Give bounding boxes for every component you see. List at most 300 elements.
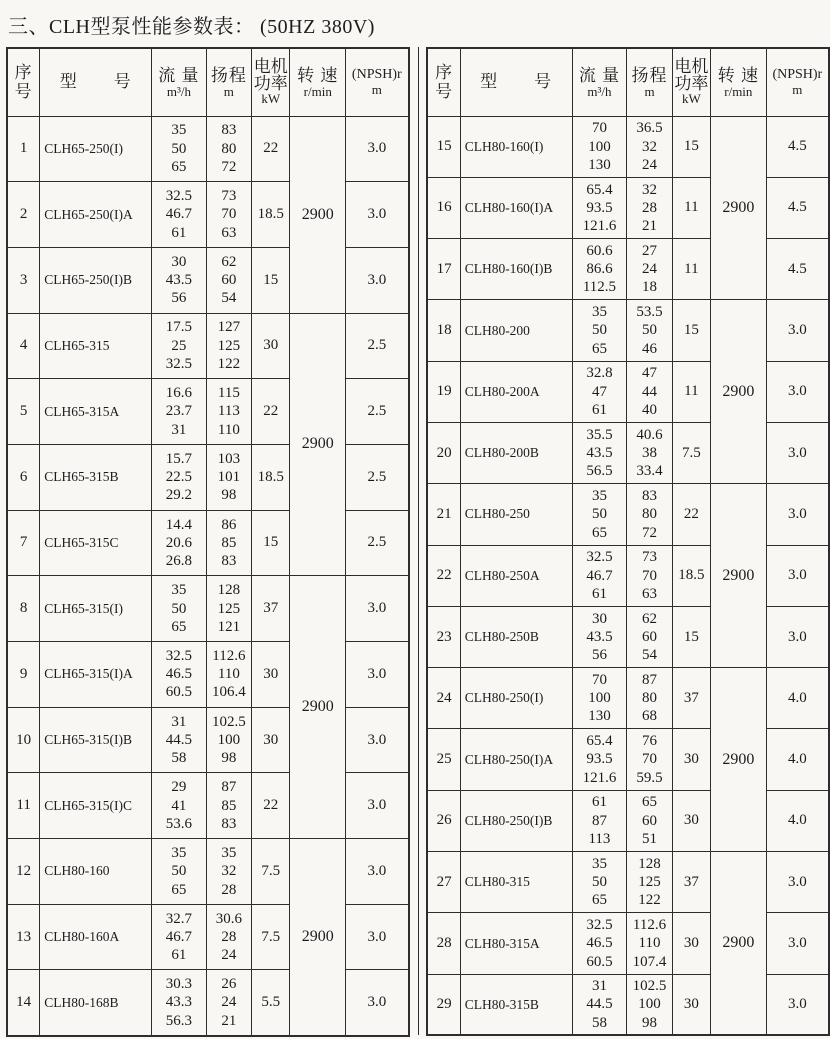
header-unit: m³/h — [587, 84, 612, 100]
value-line: 32.7 — [165, 910, 193, 927]
power-cell: 15 — [252, 510, 290, 576]
value-line: 85 — [221, 797, 237, 814]
model-cell: CLH80-250 — [460, 484, 572, 545]
column-header-model: 型 号 — [40, 48, 152, 116]
value-line: 110 — [217, 421, 240, 438]
head-cell — [206, 444, 251, 510]
model-cell: CLH80-200B — [460, 422, 572, 483]
seq-cell: 15 — [427, 116, 460, 177]
head-cell — [627, 300, 672, 361]
head-cell — [206, 773, 251, 839]
flow-cell — [152, 510, 206, 576]
model-cell: CLH65-250(I)B — [40, 247, 152, 313]
value-line: 21 — [221, 1012, 237, 1029]
flow-cell — [572, 177, 627, 238]
head-cell — [627, 422, 672, 483]
value-line: 102.5 — [211, 713, 246, 730]
column-header-speed — [711, 48, 767, 116]
power-cell: 7.5 — [672, 422, 710, 483]
flow-cell — [572, 790, 627, 851]
value-line: 65 — [591, 524, 607, 541]
value-line: 43.5 — [586, 628, 613, 645]
value-line: 50 — [171, 863, 187, 880]
value-line: 56.5 — [586, 463, 613, 480]
flow-cell — [152, 576, 206, 642]
head-cell — [627, 606, 672, 667]
column-header-head — [206, 48, 251, 116]
value-line: 76 — [642, 733, 658, 750]
speed-cell: 2900 — [711, 116, 767, 300]
header-label: 扬程 — [210, 65, 247, 85]
value-line: 24 — [221, 994, 237, 1011]
npsh-cell: 3.0 — [346, 839, 409, 905]
npsh-cell: 3.0 — [346, 970, 409, 1036]
npsh-cell: 3.0 — [346, 247, 409, 313]
value-line: 31 — [171, 713, 187, 730]
value-line: 47 — [642, 365, 658, 382]
value-line: 86 — [221, 516, 237, 533]
value-line: 86.6 — [586, 261, 613, 278]
power-cell: 30 — [252, 313, 290, 379]
seq-cell: 3 — [7, 247, 40, 313]
value-line: 83 — [642, 487, 658, 504]
value-line: 53.5 — [636, 304, 663, 321]
value-line: 61 — [171, 224, 187, 241]
value-line: 35 — [221, 844, 237, 861]
value-line: 32.5 — [586, 549, 613, 566]
header-unit: r/min — [303, 84, 332, 100]
model-cell: CLH65-315(I)B — [40, 707, 152, 773]
seq-cell: 19 — [427, 361, 460, 422]
column-header-flow — [572, 48, 627, 116]
power-cell: 30 — [252, 707, 290, 773]
value-line: 58 — [171, 750, 187, 767]
value-line: 32.8 — [586, 365, 613, 382]
value-line: 72 — [221, 158, 237, 175]
model-cell: CLH65-315(I) — [40, 576, 152, 642]
power-cell: 37 — [672, 668, 710, 729]
power-cell: 7.5 — [252, 839, 290, 905]
value-line: 72 — [642, 524, 658, 541]
speed-cell: 2900 — [290, 313, 346, 576]
value-line: 28 — [221, 928, 237, 945]
value-line: 128 — [638, 855, 661, 872]
value-line: 127 — [217, 319, 241, 336]
value-line: 112.6 — [212, 647, 246, 664]
npsh-cell: 3.0 — [346, 182, 409, 248]
value-line: 46.7 — [586, 567, 613, 584]
value-line: 65 — [642, 794, 658, 811]
value-line: 128 — [217, 582, 241, 599]
flow-cell — [152, 839, 206, 905]
seq-cell: 12 — [7, 839, 40, 905]
npsh-cell: 2.5 — [346, 510, 409, 576]
value-line: 54 — [221, 290, 237, 307]
value-line: 113 — [588, 831, 611, 848]
value-line: 110 — [638, 935, 661, 952]
value-line: 59.5 — [636, 769, 663, 786]
head-cell — [627, 484, 672, 545]
head-cell — [206, 313, 251, 379]
value-line: 22.5 — [165, 469, 193, 486]
value-line: 87 — [591, 812, 607, 829]
value-line: 70 — [221, 206, 237, 223]
value-line: 25 — [171, 337, 187, 354]
model-cell: CLH65-315C — [40, 510, 152, 576]
value-line: 100 — [588, 138, 611, 155]
header-label: 功率 — [253, 74, 288, 94]
value-line: 38 — [642, 444, 658, 461]
value-line: 80 — [221, 140, 237, 157]
flow-cell — [572, 913, 627, 974]
head-cell — [627, 177, 672, 238]
value-line: 24 — [642, 156, 658, 173]
value-line: 32.5 — [165, 647, 193, 664]
npsh-cell: 4.0 — [766, 729, 829, 790]
table-row — [427, 116, 829, 177]
model-cell: CLH80-168B — [40, 970, 152, 1036]
seq-cell: 29 — [427, 974, 460, 1035]
table-row — [7, 970, 409, 1036]
value-line: 15.7 — [165, 450, 193, 467]
power-cell: 15 — [252, 247, 290, 313]
flow-cell — [152, 182, 206, 248]
model-cell: CLH80-315B — [460, 974, 572, 1035]
value-line: 110 — [217, 666, 240, 683]
table-row — [7, 444, 409, 510]
value-line: 60 — [642, 628, 658, 645]
value-line: 80 — [642, 506, 658, 523]
header-unit: m — [371, 82, 382, 98]
value-line: 23.7 — [165, 403, 193, 420]
head-cell — [206, 904, 251, 970]
model-cell: CLH80-250B — [460, 606, 572, 667]
column-header-head — [627, 48, 672, 116]
power-cell: 18.5 — [252, 444, 290, 510]
value-line: 24 — [221, 947, 237, 964]
head-cell — [206, 510, 251, 576]
value-line: 70 — [591, 120, 607, 137]
flow-cell — [572, 239, 627, 300]
page-title: 三、CLH型泵性能参数表： (50HZ 380V) — [8, 16, 375, 38]
speed-cell: 2900 — [290, 576, 346, 839]
value-line: 14.4 — [165, 516, 193, 533]
value-line: 73 — [221, 188, 237, 205]
column-header-speed — [290, 48, 346, 116]
header-unit: kW — [261, 91, 281, 107]
value-line: 65.4 — [586, 181, 613, 198]
npsh-cell: 4.5 — [766, 239, 829, 300]
header-unit: r/min — [724, 84, 753, 100]
value-line: 44 — [642, 383, 658, 400]
npsh-cell: 3.0 — [346, 773, 409, 839]
speed-cell: 2900 — [290, 839, 346, 1036]
column-header-seq — [427, 48, 460, 116]
flow-cell — [152, 379, 206, 445]
value-line: 46.5 — [586, 935, 613, 952]
flow-cell — [152, 313, 206, 379]
header-label: 转 速 — [717, 65, 759, 85]
value-line: 130 — [588, 156, 611, 173]
value-line: 80 — [642, 690, 658, 707]
table-row — [427, 484, 829, 545]
value-line: 130 — [588, 708, 611, 725]
value-line: 65.4 — [586, 733, 613, 750]
table-row — [7, 642, 409, 708]
power-cell: 11 — [672, 361, 710, 422]
value-line: 65 — [171, 158, 187, 175]
model-cell: CLH65-315(I)C — [40, 773, 152, 839]
table-header — [7, 48, 409, 116]
value-line: 32 — [642, 138, 658, 155]
flow-cell — [152, 970, 206, 1036]
value-line: 100 — [217, 731, 241, 748]
table-row — [427, 790, 829, 851]
npsh-cell: 2.5 — [346, 444, 409, 510]
power-cell: 22 — [252, 773, 290, 839]
head-cell — [627, 974, 672, 1035]
value-line: 98 — [221, 487, 237, 504]
power-cell: 30 — [672, 790, 710, 851]
value-line: 30.3 — [165, 976, 193, 993]
flow-cell — [152, 904, 206, 970]
table-row — [7, 379, 409, 445]
header-unit: m — [223, 84, 234, 100]
head-cell — [627, 116, 672, 177]
value-line: 35 — [591, 855, 607, 872]
value-line: 101 — [217, 469, 241, 486]
value-line: 27 — [642, 242, 658, 259]
pump-parameters-table-left — [6, 47, 410, 1037]
table-row — [427, 300, 829, 361]
column-header-power — [672, 48, 710, 116]
flow-cell — [572, 361, 627, 422]
pump-parameters-table-right — [426, 47, 830, 1036]
npsh-cell: 4.0 — [766, 668, 829, 729]
value-line: 35.5 — [586, 426, 613, 443]
value-line: 93.5 — [586, 751, 613, 768]
value-line: 125 — [638, 874, 661, 891]
model-cell: CLH80-200 — [460, 300, 572, 361]
seq-cell: 16 — [427, 177, 460, 238]
model-cell: CLH80-160A — [40, 904, 152, 970]
value-line: 56.3 — [165, 1012, 193, 1029]
value-line: 63 — [642, 585, 658, 602]
seq-cell: 26 — [427, 790, 460, 851]
value-line: 50 — [171, 140, 187, 157]
value-line: 24 — [642, 261, 658, 278]
seq-cell: 24 — [427, 668, 460, 729]
value-line: 46.7 — [165, 206, 193, 223]
header-label: 功率 — [674, 74, 709, 94]
seq-cell: 17 — [427, 239, 460, 300]
value-line: 31 — [591, 978, 607, 995]
value-line: 36.5 — [636, 120, 663, 137]
flow-cell — [572, 545, 627, 606]
power-cell: 30 — [672, 974, 710, 1035]
value-line: 102.5 — [632, 978, 667, 995]
head-cell — [206, 379, 251, 445]
power-cell: 18.5 — [672, 545, 710, 606]
column-header-flow — [152, 48, 206, 116]
flow-cell — [152, 773, 206, 839]
table-row — [7, 707, 409, 773]
column-header-npsh — [766, 48, 829, 116]
value-line: 83 — [221, 815, 237, 832]
tables-container — [6, 47, 830, 1037]
value-line: 65 — [171, 618, 187, 635]
table-row — [427, 239, 829, 300]
column-header-npsh — [346, 48, 409, 116]
seq-cell: 8 — [7, 576, 40, 642]
value-line: 107.4 — [632, 953, 667, 970]
seq-cell: 13 — [7, 904, 40, 970]
value-line: 46.7 — [165, 928, 193, 945]
vertical-divider — [418, 47, 420, 1035]
model-cell: CLH80-160(I) — [460, 116, 572, 177]
table-row — [427, 606, 829, 667]
npsh-cell: 3.0 — [766, 913, 829, 974]
table-header — [427, 48, 829, 116]
head-cell — [206, 116, 251, 182]
header-row — [7, 48, 409, 116]
power-cell: 37 — [252, 576, 290, 642]
model-cell: CLH65-315 — [40, 313, 152, 379]
table-body — [7, 116, 409, 1036]
table-row — [427, 852, 829, 913]
speed-cell: 2900 — [711, 668, 767, 852]
value-line: 32.5 — [165, 356, 193, 373]
flow-cell — [152, 444, 206, 510]
model-cell: CLH80-250(I)A — [460, 729, 572, 790]
header-label: 号 — [435, 82, 454, 102]
value-line: 28 — [642, 199, 658, 216]
value-line: 50 — [642, 322, 658, 339]
value-line: 122 — [217, 356, 241, 373]
value-line: 47 — [591, 383, 607, 400]
npsh-cell: 3.0 — [766, 974, 829, 1035]
flow-cell — [152, 642, 206, 708]
model-cell: CLH80-315 — [460, 852, 572, 913]
header-label: 转 速 — [297, 65, 339, 85]
table-row — [427, 729, 829, 790]
column-header-power — [252, 48, 290, 116]
head-cell — [627, 729, 672, 790]
seq-cell: 18 — [427, 300, 460, 361]
column-header-seq — [7, 48, 40, 116]
table-row — [7, 116, 409, 182]
value-line: 43.5 — [165, 272, 193, 289]
head-cell — [627, 790, 672, 851]
power-cell: 15 — [672, 300, 710, 361]
value-line: 85 — [221, 534, 237, 551]
value-line: 17.5 — [165, 319, 193, 336]
seq-cell: 20 — [427, 422, 460, 483]
seq-cell: 23 — [427, 606, 460, 667]
model-cell: CLH80-160(I)A — [460, 177, 572, 238]
table-row — [427, 177, 829, 238]
value-line: 16.6 — [165, 385, 193, 402]
npsh-cell: 2.5 — [346, 313, 409, 379]
table-row — [7, 247, 409, 313]
value-line: 61 — [591, 401, 607, 418]
model-cell: CLH80-315A — [460, 913, 572, 974]
flow-cell — [152, 707, 206, 773]
seq-cell: 21 — [427, 484, 460, 545]
value-line: 121.6 — [582, 769, 617, 786]
model-cell: CLH80-200A — [460, 361, 572, 422]
model-cell: CLH65-315(I)A — [40, 642, 152, 708]
value-line: 70 — [591, 671, 607, 688]
value-line: 122 — [638, 892, 661, 909]
value-line: 65 — [171, 881, 187, 898]
header-unit: kW — [681, 91, 701, 107]
header-unit: m — [644, 84, 655, 100]
speed-cell: 2900 — [711, 484, 767, 668]
header-label: 电机 — [674, 57, 709, 77]
value-line: 125 — [217, 337, 241, 354]
flow-cell — [572, 974, 627, 1035]
value-line: 32 — [221, 863, 237, 880]
seq-cell: 25 — [427, 729, 460, 790]
head-cell — [627, 239, 672, 300]
flow-cell — [152, 247, 206, 313]
npsh-cell: 4.5 — [766, 116, 829, 177]
table-row — [427, 913, 829, 974]
value-line: 60.5 — [165, 684, 193, 701]
flow-cell — [152, 116, 206, 182]
value-line: 62 — [642, 610, 658, 627]
power-cell: 15 — [672, 606, 710, 667]
header-label: (NPSH)r — [351, 67, 402, 83]
value-line: 100 — [588, 690, 611, 707]
value-line: 115 — [217, 385, 240, 402]
flow-cell — [572, 116, 627, 177]
header-label: 流 量 — [578, 65, 621, 85]
value-line: 35 — [171, 122, 187, 139]
value-line: 60.6 — [586, 242, 613, 259]
header-row — [427, 48, 829, 116]
flow-cell — [572, 484, 627, 545]
value-line: 83 — [221, 553, 237, 570]
value-line: 70 — [642, 567, 658, 584]
value-line: 32 — [642, 181, 658, 198]
value-line: 44.5 — [586, 996, 613, 1013]
value-line: 112.6 — [632, 917, 667, 934]
npsh-cell: 3.0 — [766, 422, 829, 483]
model-cell: CLH80-250(I)B — [460, 790, 572, 851]
value-line: 63 — [221, 224, 237, 241]
value-line: 21 — [642, 218, 658, 235]
table-row — [427, 974, 829, 1035]
value-line: 26 — [221, 976, 237, 993]
value-line: 28 — [221, 881, 237, 898]
npsh-cell: 3.0 — [346, 576, 409, 642]
head-cell — [206, 970, 251, 1036]
value-line: 18 — [642, 279, 658, 296]
value-line: 50 — [171, 600, 187, 617]
npsh-cell: 3.0 — [766, 606, 829, 667]
value-line: 103 — [217, 450, 241, 467]
power-cell: 30 — [672, 913, 710, 974]
power-cell: 11 — [672, 239, 710, 300]
seq-cell: 10 — [7, 707, 40, 773]
table-row — [7, 313, 409, 379]
npsh-cell: 3.0 — [766, 484, 829, 545]
value-line: 56 — [171, 290, 187, 307]
value-line: 32.5 — [586, 917, 613, 934]
value-line: 61 — [591, 585, 607, 602]
